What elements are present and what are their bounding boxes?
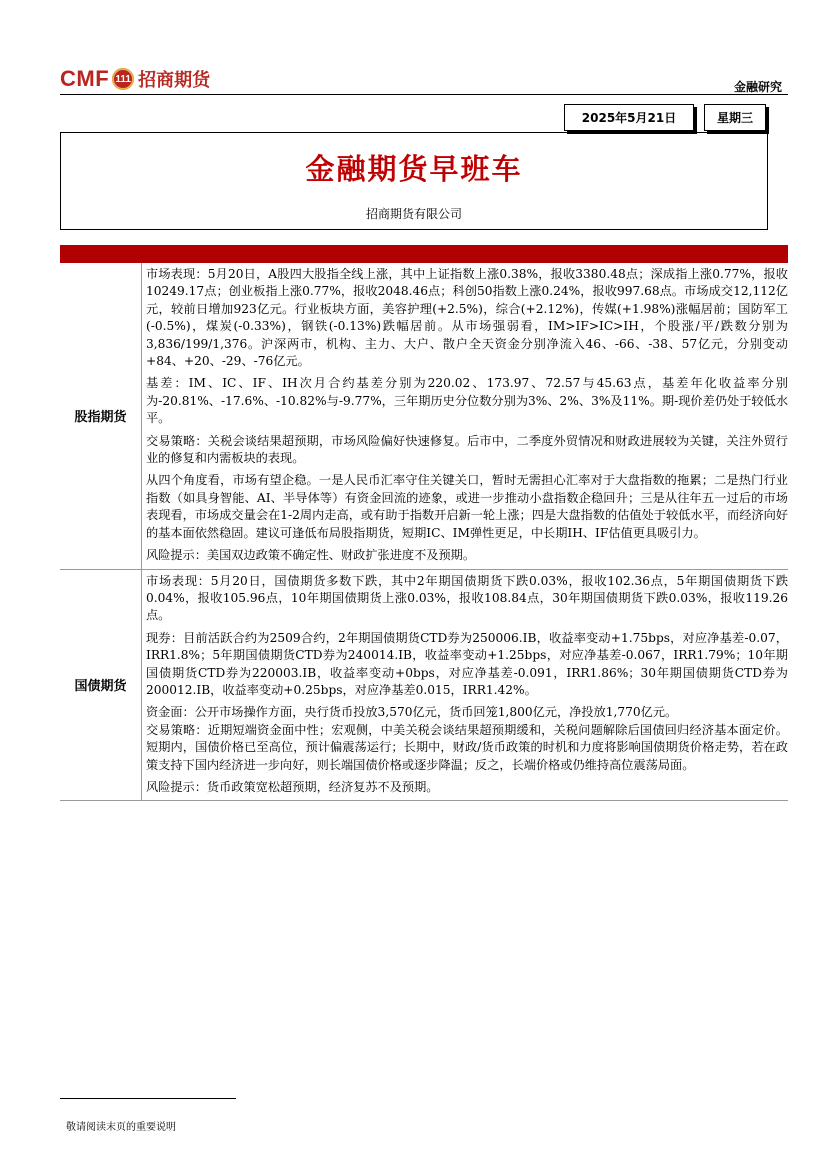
paragraph-risk: 风险提示：货币政策宽松超预期，经济复苏不及预期。 <box>146 779 439 794</box>
logo-chinese: 招商期货 <box>138 70 211 91</box>
logo-mark-icon: 111 <box>112 68 134 90</box>
section-body <box>141 263 788 569</box>
paragraph-outlook: 从四个角度看，市场有望企稳。一是人民币汇率守住关键关口，暂时无需担心汇率对于大盘指数的拖累；二是热门行业指数（如具身智能、AI、半导体等）有资金回流的迹象，或进一步推动小盘指数企稳回升；三是从往年五一过后的市场表现看，市场成交量会在1-2周内走高，或有助于指数开启新一轮上涨；四是大盘指数的估值处于较低水平，而经济向好的基本面依然稳固。建议可逢低布局股指期货，短期IC、IM弹性更足，中长期IH、IF估值更具吸引力。 <box>146 473 788 540</box>
section-label: 国债期货 <box>74 679 127 695</box>
paragraph-market-performance: 市场表现：5月20日，A股四大股指全线上涨，其中上证指数上涨0.38%，报收3380.48点；深成指上涨0.77%，报收10249.17点；创业板指上涨0.77%，报收2048.46点；科创50指数上涨0.24%，报收997.68点。市场成交12,112亿元，较前日增加923亿元。行业板块方面，美容护理(+2.5%)，综合(+2.12%)，传媒(+1.98%)涨幅居前；国防军工(-0.5%)，煤炭(-0.33%)，钢铁(-0.13%)跌幅居前。从市场强弱看，IM>IF>IC>IH，个股涨/平/跌数分别为3,836/199/1,376。沪深两市，机构、主力、大户、散户全天资金分别净流入46、-66、-38、57亿元，分别变动+84、+20、-29、-76亿元。 <box>146 267 788 369</box>
weekday-box: 星期三 <box>704 104 766 131</box>
content-table <box>60 263 788 801</box>
paragraph-spot-bonds: 现券：目前活跃合约为2509合约，2年期国债期货CTD券为250006.IB，收益率变动+1.75bps，对应净基差-0.07，IRR1.8%；5年期国债期货CTD券为240014.IB，收益率变动+1.25bps，对应净基差-0.067，IRR1.79%；10年期国债期货CTD券为220003.IB，收益率变动+0bps，对应净基差-0.091，IRR1.86%；30年期国债期货CTD券为200012.IB，收益率变动+0.25bps，对应净基差0.015，IRR1.42%。 <box>146 630 788 697</box>
title-box <box>60 132 768 230</box>
red-banner <box>60 245 788 263</box>
section-stock-index-futures <box>60 263 788 570</box>
section-treasury-futures <box>60 570 788 802</box>
date-box: 2025年5月21日 <box>564 104 694 131</box>
section-body <box>141 570 788 801</box>
company-name: 招商期货有限公司 <box>365 207 462 221</box>
section-label: 股指期货 <box>74 410 127 426</box>
logo-latin: CMF <box>60 66 110 91</box>
paragraph-liquidity-strategy: 资金面：公开市场操作方面，央行货币投放3,570亿元，货币回笼1,800亿元，净投放1,770亿元。 交易策略：近期短端资金面中性；宏观侧，中美关税会谈结果超预期缓和，关税问题解除后国债回归经济基本面定价。短期内，国债价格已至高位，预计偏震荡运行；长期中，财政/货币政策的时机和力度将影响国债期货价格走势，若在政策支持下国内经济进一步向好，则长端国债价格或逐步降温；反之，长端价格或仍维持高位震荡局面。 <box>146 705 788 772</box>
paragraph-basis: 基差：IM、IC、IF、IH次月合约基差分别为220.02、173.97、72.57与45.63点，基差年化收益率分别为-20.81%、-17.6%、-10.82%与-9.77%，三年期历史分位数分别为3%、2%、3%及11%。期-现价差仍处于较低水平。 <box>146 376 788 426</box>
footer-rule <box>60 1098 236 1099</box>
paragraph-market-performance: 市场表现：5月20日，国债期货多数下跌，其中2年期国债期货下跌0.03%，报收102.36点，5年期国债期货下跌0.04%，报收105.96点，10年期国债期货上涨0.03%，报收108.84点，30年期国债期货下跌0.03%，报收119.26点。 <box>146 573 788 623</box>
page-title: 金融期货早班车 <box>305 152 523 186</box>
header-rule <box>60 94 788 95</box>
paragraph-risk: 风险提示：美国双边政策不确定性、财政扩张进度不及预期。 <box>146 548 476 563</box>
company-logo <box>60 66 210 92</box>
footer-disclaimer: 敬请阅读末页的重要说明 <box>66 1122 176 1133</box>
paragraph-strategy: 交易策略：关税会谈结果超预期，市场风险偏好快速修复。后市中，二季度外贸情况和财政进展较为关键，关注外贸行业的修复和内需板块的表现。 <box>146 433 788 466</box>
department-label: 金融研究 <box>733 80 782 94</box>
